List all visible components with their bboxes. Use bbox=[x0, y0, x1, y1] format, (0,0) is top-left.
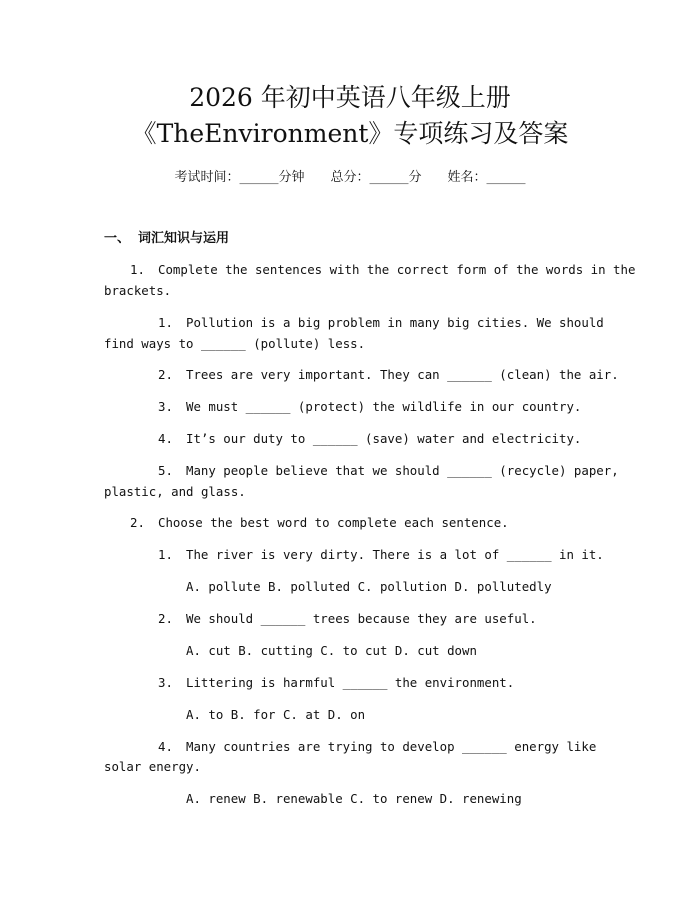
document-title-line2: 《TheEnvironment》专项练习及答案 bbox=[131, 119, 569, 148]
question-number: 2. bbox=[158, 611, 173, 626]
part2-question-4 bbox=[158, 737, 596, 757]
question-text: Littering is harmful ______ the environment. bbox=[186, 675, 515, 690]
section-label: 词汇知识与运用 bbox=[138, 231, 230, 246]
question-text: It’s our duty to ______ (save) water and electricity. bbox=[186, 431, 582, 446]
section-heading bbox=[104, 229, 229, 249]
part1-instruction-cont: brackets. bbox=[104, 283, 172, 298]
question-number: 3. bbox=[158, 399, 173, 414]
part2-options-1: A. pollute B. polluted C. pollution D. pollutedly bbox=[186, 579, 552, 594]
question-text: Many countries are trying to develop ______ energy like bbox=[186, 739, 597, 754]
part1-question-3 bbox=[158, 397, 581, 417]
question-text: We should ______ trees because they are useful. bbox=[186, 611, 537, 626]
part2-question-2 bbox=[158, 609, 537, 629]
question-text: We must ______ (protect) the wildlife in our country. bbox=[186, 399, 582, 414]
exam-score: 总分：______分 bbox=[330, 170, 422, 185]
question-text: Trees are very important. They can ______ (clean) the air. bbox=[186, 367, 619, 382]
part2-options-2: A. cut B. cutting C. to cut D. cut down bbox=[186, 643, 477, 658]
part1-number: 1. bbox=[130, 262, 145, 277]
part1-question-1 bbox=[158, 313, 604, 333]
part1-question-4 bbox=[158, 429, 581, 449]
part2-question-4-cont: solar energy. bbox=[104, 759, 201, 774]
question-number: 1. bbox=[158, 315, 173, 330]
question-number: 1. bbox=[158, 547, 173, 562]
question-number: 2. bbox=[158, 367, 173, 382]
part1-instruction bbox=[130, 260, 635, 280]
question-text: The river is very dirty. There is a lot of ______ in it. bbox=[186, 547, 604, 562]
question-text: Many people believe that we should ______ (recycle) paper, bbox=[186, 463, 619, 478]
question-text: Pollution is a big problem in many big cities. We should bbox=[186, 315, 604, 330]
student-name: 姓名：______ bbox=[447, 170, 526, 185]
part2-number: 2. bbox=[130, 515, 145, 530]
part2-options-4: A. renew B. renewable C. to renew D. renewing bbox=[186, 791, 522, 806]
part2-instruction-text: Choose the best word to complete each sentence. bbox=[158, 515, 509, 530]
question-number: 4. bbox=[158, 739, 173, 754]
part2-question-3 bbox=[158, 673, 514, 693]
part1-question-1-cont: find ways to ______ (pollute) less. bbox=[104, 336, 366, 351]
part1-question-5 bbox=[158, 461, 619, 481]
exam-meta bbox=[0, 168, 700, 188]
part2-instruction bbox=[130, 513, 509, 533]
question-number: 3. bbox=[158, 675, 173, 690]
part1-instruction-text: Complete the sentences with the correct form of the words in the bbox=[158, 262, 636, 277]
part1-question-2 bbox=[158, 365, 619, 385]
part2-options-3: A. to B. for C. at D. on bbox=[186, 707, 366, 722]
document-title-line1: 2026 年初中英语八年级上册 bbox=[189, 83, 511, 112]
question-number: 4. bbox=[158, 431, 173, 446]
exam-time: 考试时间：______分钟 bbox=[174, 170, 305, 185]
part2-question-1 bbox=[158, 545, 604, 565]
section-number: 一、 bbox=[104, 231, 131, 246]
question-number: 5. bbox=[158, 463, 173, 478]
part1-question-5-cont: plastic, and glass. bbox=[104, 484, 246, 499]
